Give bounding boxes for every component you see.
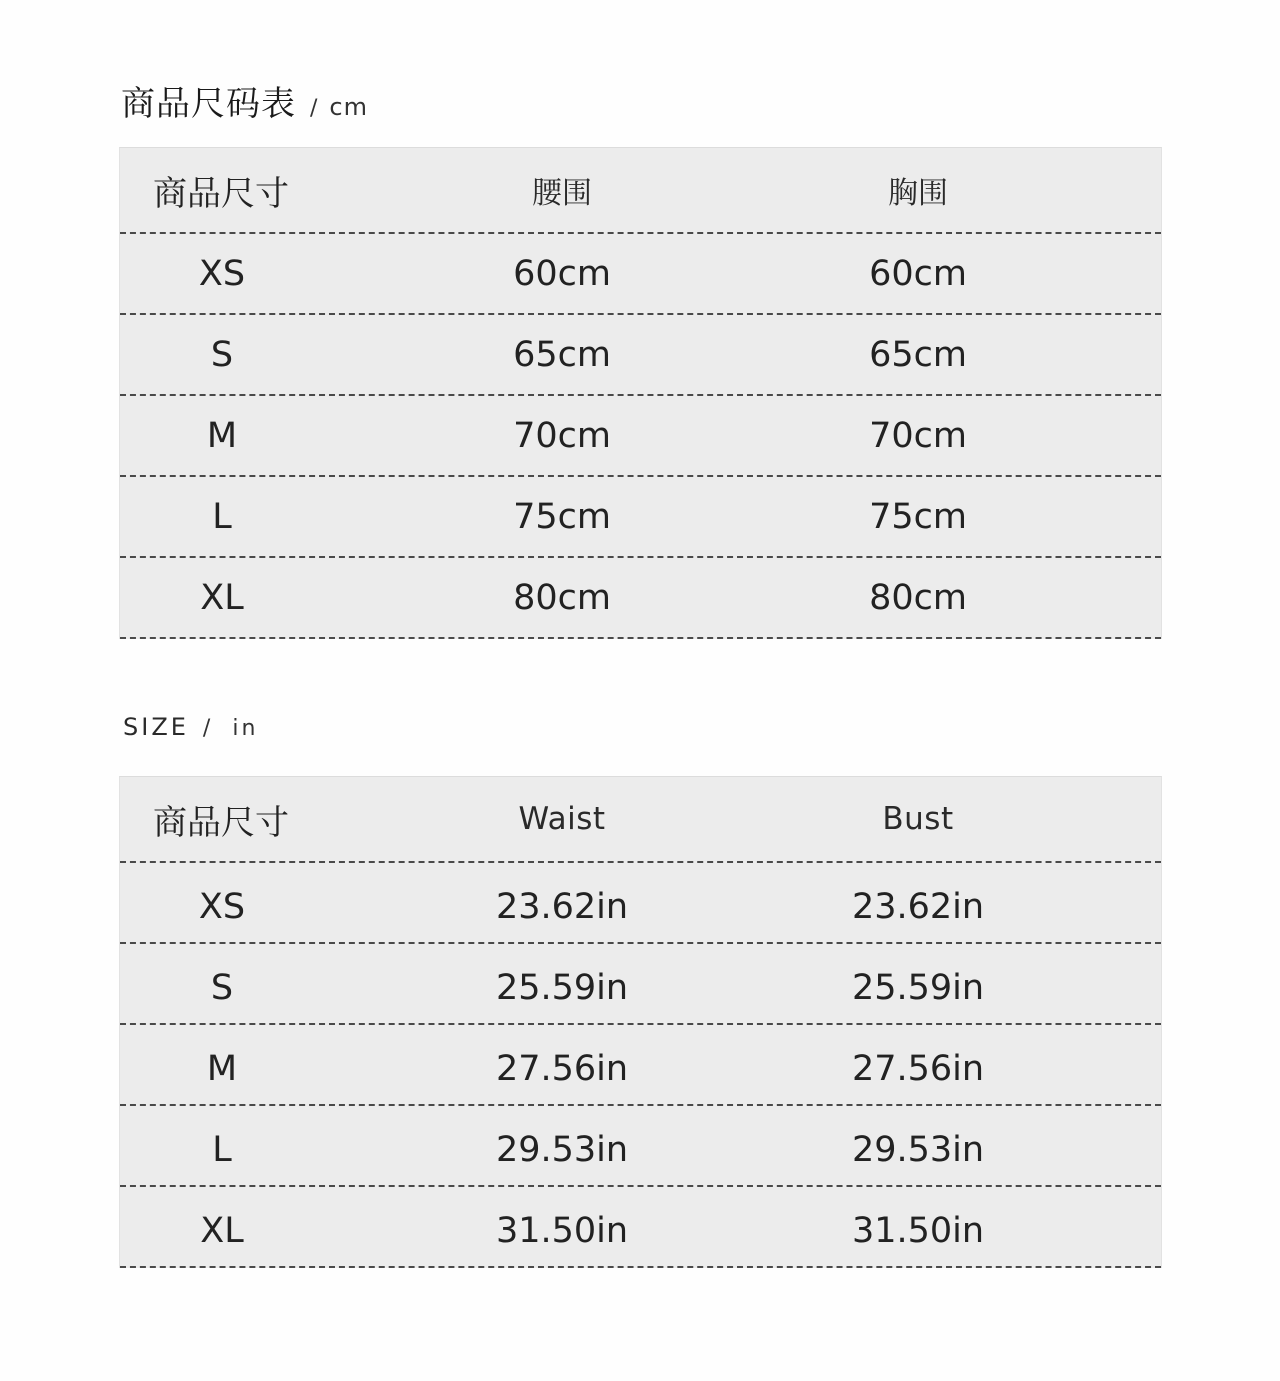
header-waist: Waist <box>518 801 606 837</box>
table-header-row <box>120 777 1161 863</box>
waist-cell: 29.53in <box>495 1129 629 1170</box>
header-size: 商品尺寸 <box>153 802 289 843</box>
size-cell: XS <box>198 253 246 294</box>
bust-cell: 25.59in <box>851 967 985 1008</box>
table-row <box>120 477 1161 558</box>
waist-cell: 80cm <box>513 577 611 618</box>
bust-cell: 70cm <box>869 415 967 456</box>
waist-cell: 65cm <box>513 334 611 375</box>
size-cell: M <box>206 415 238 456</box>
table-row <box>120 396 1161 477</box>
bust-cell: 65cm <box>869 334 967 375</box>
size-chart-title-cm <box>121 76 368 125</box>
size-cell: XS <box>198 886 246 927</box>
size-cell: XL <box>200 1210 244 1251</box>
bust-cell: 23.62in <box>851 886 985 927</box>
table-row <box>120 1106 1161 1187</box>
waist-cell: 31.50in <box>495 1210 629 1251</box>
table-row <box>120 863 1161 944</box>
bust-cell: 27.56in <box>851 1048 985 1089</box>
title-separator: / <box>202 716 211 741</box>
header-waist: 腰围 <box>532 176 592 211</box>
header-bust: 胸围 <box>888 176 948 211</box>
table-row <box>120 1025 1161 1106</box>
size-cell: M <box>206 1048 238 1089</box>
bust-cell: 60cm <box>869 253 967 294</box>
header-bust: Bust <box>882 801 954 837</box>
size-table-in <box>119 776 1162 1268</box>
table-row <box>120 315 1161 396</box>
waist-cell: 75cm <box>513 496 611 537</box>
section-title: 商品尺码表 <box>121 84 296 124</box>
size-cell: S <box>210 334 234 375</box>
table-header-row <box>120 148 1161 234</box>
table-row <box>120 944 1161 1025</box>
size-cell: S <box>210 967 234 1008</box>
waist-cell: 27.56in <box>495 1048 629 1089</box>
bust-cell: 80cm <box>869 577 967 618</box>
header-size: 商品尺寸 <box>153 173 289 214</box>
waist-cell: 23.62in <box>495 886 629 927</box>
table-row <box>120 1187 1161 1268</box>
bust-cell: 29.53in <box>851 1129 985 1170</box>
table-row <box>120 234 1161 315</box>
waist-cell: 70cm <box>513 415 611 456</box>
bust-cell: 75cm <box>869 496 967 537</box>
waist-cell: 25.59in <box>495 967 629 1008</box>
bust-cell: 31.50in <box>851 1210 985 1251</box>
section-title: SIZE <box>123 713 189 741</box>
unit-label: in <box>232 716 259 741</box>
size-cell: L <box>212 1129 232 1170</box>
title-separator: / <box>310 96 318 121</box>
table-row <box>120 558 1161 639</box>
size-chart-title-in <box>123 713 258 741</box>
unit-label: cm <box>329 93 368 121</box>
waist-cell: 60cm <box>513 253 611 294</box>
size-table-cm <box>119 147 1162 639</box>
size-cell: XL <box>200 577 244 618</box>
size-cell: L <box>212 496 232 537</box>
